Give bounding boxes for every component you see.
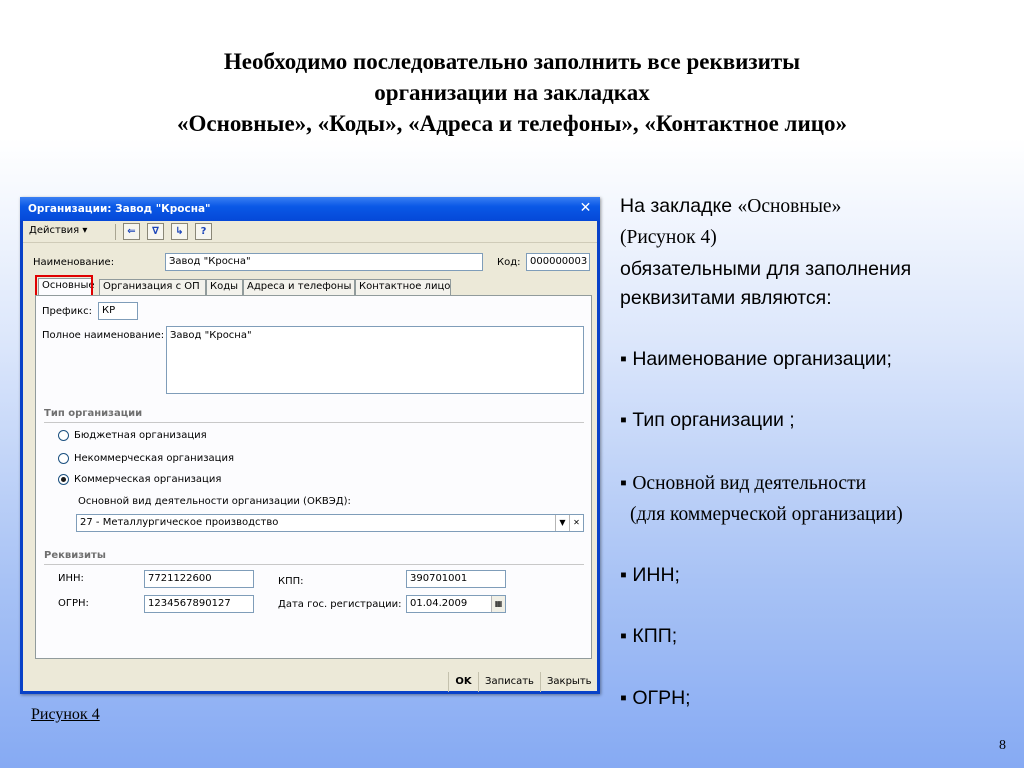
bullet-icon: ▪ bbox=[620, 625, 627, 647]
toolbar-separator bbox=[115, 224, 116, 240]
combo-clear-icon[interactable]: ✕ bbox=[569, 515, 583, 531]
reg-date-value: 01.04.2009 bbox=[410, 598, 468, 609]
close-icon[interactable]: ✕ bbox=[579, 200, 592, 216]
bullet-text: Тип организации ; bbox=[632, 409, 795, 431]
radio-budget-label: Бюджетная организация bbox=[74, 430, 207, 441]
tab-codes[interactable]: Коды bbox=[206, 279, 243, 295]
intro-line-3: обязательными для заполнения bbox=[620, 258, 912, 280]
window-titlebar[interactable] bbox=[20, 197, 600, 221]
bullet-item bbox=[620, 684, 1020, 713]
bullet-text: КПП; bbox=[632, 625, 678, 647]
bullet-icon: ▪ bbox=[620, 687, 627, 709]
footer-buttons bbox=[23, 672, 597, 692]
group-divider bbox=[44, 422, 584, 423]
full-name-label: Полное наименование: bbox=[42, 330, 165, 341]
ok-button[interactable]: OK bbox=[448, 672, 478, 692]
title-line-3: «Основные», «Коды», «Адреса и телефоны», «Контактное лицо» bbox=[177, 111, 847, 136]
prefix-label: Префикс: bbox=[42, 306, 92, 317]
combo-down-icon[interactable]: ▼ bbox=[555, 515, 569, 531]
kpp-label: КПП: bbox=[278, 576, 304, 587]
intro-line-4: реквизитами являются: bbox=[620, 287, 832, 309]
tab-contact[interactable]: Контактное лицо bbox=[355, 279, 451, 295]
structure-icon[interactable]: ↳ bbox=[171, 223, 188, 240]
actions-menu-label: Действия bbox=[29, 225, 80, 236]
intro-line-2: (Рисунок 4) bbox=[620, 227, 717, 248]
title-line-1: Необходимо последовательно заполнить все реквизиты bbox=[223, 49, 801, 74]
figure-caption: Рисунок 4 bbox=[31, 706, 100, 723]
prefix-field[interactable]: КР bbox=[98, 302, 138, 320]
bullet-icon: ▪ bbox=[620, 564, 627, 586]
bullet-text: Основной вид деятельности bbox=[632, 473, 867, 494]
radio-noncommercial-label: Некоммерческая организация bbox=[74, 453, 234, 464]
ogrn-label: ОГРН: bbox=[58, 598, 89, 609]
calendar-icon[interactable]: ▦ bbox=[491, 596, 505, 612]
actions-menu[interactable] bbox=[29, 225, 87, 236]
bullet-item bbox=[620, 406, 1020, 435]
chevron-down-icon: ▾ bbox=[82, 225, 88, 236]
bullet-text: ИНН; bbox=[632, 564, 680, 586]
tab-main-label: Основные bbox=[42, 280, 95, 291]
name-field[interactable]: Завод "Кросна" bbox=[165, 253, 483, 271]
window-title: Организации: Завод "Кросна" bbox=[28, 203, 211, 215]
ogrn-field[interactable]: 1234567890127 bbox=[144, 595, 254, 613]
close-button[interactable]: Закрыть bbox=[540, 672, 597, 692]
bullet-icon: ▪ bbox=[620, 348, 627, 370]
org-type-group-title: Тип организации bbox=[44, 408, 143, 419]
reg-date-label: Дата гос. регистрации: bbox=[278, 599, 402, 610]
code-label: Код: bbox=[497, 257, 521, 268]
group-divider bbox=[44, 564, 584, 565]
inn-label: ИНН: bbox=[58, 573, 84, 584]
tab-addresses[interactable]: Адреса и телефоны bbox=[243, 279, 355, 295]
slide-title bbox=[40, 46, 984, 139]
inn-field[interactable]: 7721122600 bbox=[144, 570, 254, 588]
okved-value: 27 - Металлургическое производство bbox=[80, 517, 279, 528]
bullet-item bbox=[620, 345, 1020, 374]
radio-budget[interactable] bbox=[58, 430, 69, 441]
post-icon[interactable]: ⇐ bbox=[123, 223, 140, 240]
name-label: Наименование: bbox=[33, 257, 115, 268]
radio-noncommercial[interactable] bbox=[58, 453, 69, 464]
tab-org-op[interactable]: Организация с ОП bbox=[99, 279, 206, 295]
title-line-2: организации на закладках bbox=[374, 80, 650, 105]
intro-a: На закладке bbox=[620, 195, 738, 217]
tab-panel-main bbox=[35, 295, 592, 659]
intro-line-1 bbox=[620, 192, 1020, 221]
page-number: 8 bbox=[999, 738, 1006, 753]
okved-label: Основной вид деятельности организации (ОКВЭД): bbox=[78, 496, 351, 507]
bullet-item bbox=[620, 622, 1020, 651]
code-field[interactable]: 000000003 bbox=[526, 253, 590, 271]
radio-commercial[interactable] bbox=[58, 474, 69, 485]
okved-combo[interactable] bbox=[76, 514, 584, 532]
toolbar bbox=[23, 221, 597, 243]
full-name-field[interactable]: Завод "Кросна" bbox=[166, 326, 584, 394]
intro-b: «Основные» bbox=[737, 196, 842, 217]
filter-icon[interactable]: ∇ bbox=[147, 223, 164, 240]
bullet-icon: ▪ bbox=[620, 409, 627, 431]
bullet-subtext: (для коммерческой организации) bbox=[630, 504, 903, 525]
help-icon[interactable]: ? bbox=[195, 223, 212, 240]
organization-window bbox=[20, 197, 600, 694]
save-button[interactable]: Записать bbox=[478, 672, 540, 692]
bullet-text: ОГРН; bbox=[632, 687, 691, 709]
radio-commercial-label: Коммерческая организация bbox=[74, 474, 222, 485]
bullet-icon: ▪ bbox=[620, 472, 627, 494]
requisites-group-title: Реквизиты bbox=[44, 550, 106, 561]
bullet-text: Наименование организации; bbox=[632, 348, 892, 370]
reg-date-field[interactable] bbox=[406, 595, 506, 613]
bullet-item bbox=[620, 469, 1020, 498]
kpp-field[interactable]: 390701001 bbox=[406, 570, 506, 588]
bullet-item bbox=[620, 561, 1020, 590]
